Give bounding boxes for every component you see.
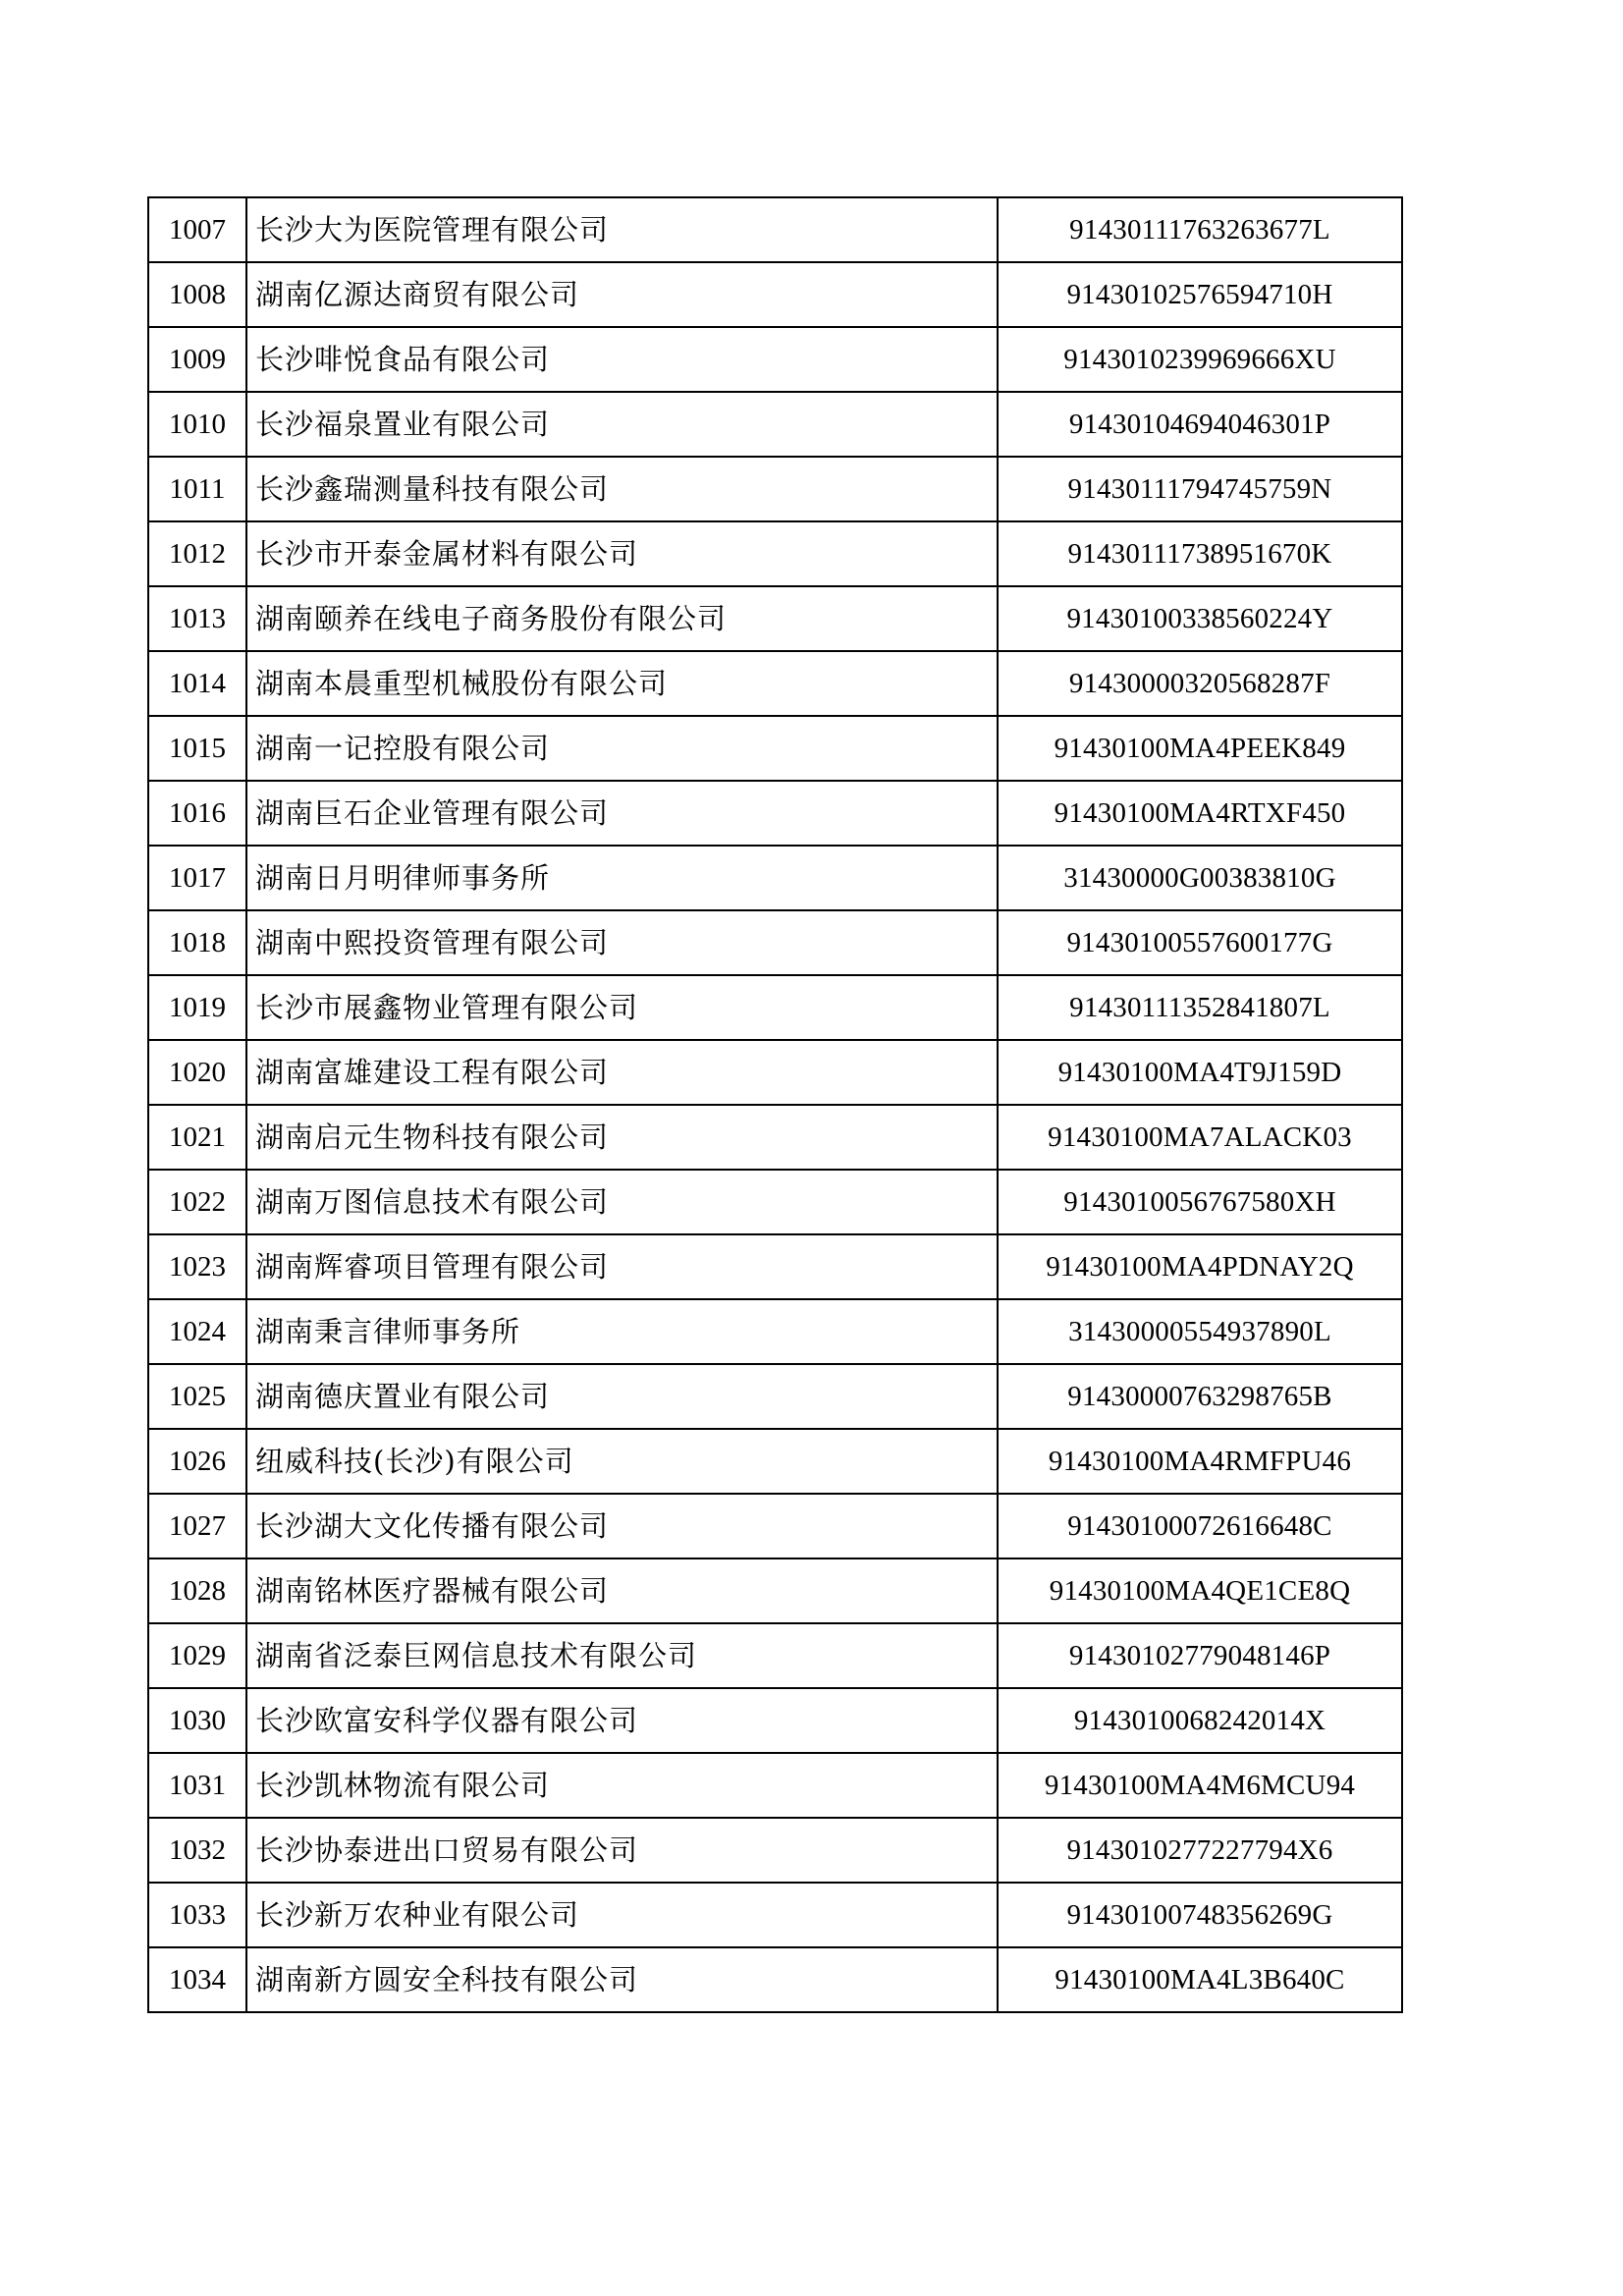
table-row [148, 846, 1402, 910]
row-number-cell: 1022 [148, 1170, 246, 1234]
credit-code-cell: 91430100MA7ALACK03 [998, 1105, 1402, 1170]
row-number-cell: 1027 [148, 1494, 246, 1558]
table-row [148, 651, 1402, 716]
row-number-cell: 1007 [148, 197, 246, 262]
credit-code-cell: 91430102576594710H [998, 262, 1402, 327]
row-number-cell: 1021 [148, 1105, 246, 1170]
row-number-cell: 1034 [148, 1947, 246, 2012]
table-row [148, 1753, 1402, 1818]
row-number-cell: 1030 [148, 1688, 246, 1753]
credit-code-cell: 91430100557600177G [998, 910, 1402, 975]
row-number-cell: 1032 [148, 1818, 246, 1883]
company-name-cell: 长沙欧富安科学仪器有限公司 [246, 1688, 998, 1753]
table-row [148, 1494, 1402, 1558]
credit-code-cell: 31430000G00383810G [998, 846, 1402, 910]
credit-code-cell: 91430111763263677L [998, 197, 1402, 262]
credit-code-cell: 91430111352841807L [998, 975, 1402, 1040]
company-name-cell: 湖南铭林医疗器械有限公司 [246, 1558, 998, 1623]
company-name-cell: 湖南亿源达商贸有限公司 [246, 262, 998, 327]
table-row [148, 392, 1402, 457]
table-row [148, 781, 1402, 846]
table-row [148, 1429, 1402, 1494]
row-number-cell: 1031 [148, 1753, 246, 1818]
row-number-cell: 1023 [148, 1234, 246, 1299]
credit-code-cell: 9143010277227794X6 [998, 1818, 1402, 1883]
row-number-cell: 1008 [148, 262, 246, 327]
table-row [148, 1364, 1402, 1429]
credit-code-cell: 91430111794745759N [998, 457, 1402, 521]
row-number-cell: 1009 [148, 327, 246, 392]
table-row [148, 327, 1402, 392]
company-name-cell: 湖南辉睿项目管理有限公司 [246, 1234, 998, 1299]
credit-code-cell: 91430100MA4M6MCU94 [998, 1753, 1402, 1818]
company-name-cell: 长沙市开泰金属材料有限公司 [246, 521, 998, 586]
company-name-cell: 湖南日月明律师事务所 [246, 846, 998, 910]
credit-code-cell: 91430000763298765B [998, 1364, 1402, 1429]
row-number-cell: 1028 [148, 1558, 246, 1623]
company-name-cell: 长沙大为医院管理有限公司 [246, 197, 998, 262]
company-registry-table [147, 196, 1403, 2013]
row-number-cell: 1017 [148, 846, 246, 910]
credit-code-cell: 91430100MA4L3B640C [998, 1947, 1402, 2012]
company-name-cell: 湖南巨石企业管理有限公司 [246, 781, 998, 846]
company-name-cell: 湖南颐养在线电子商务股份有限公司 [246, 586, 998, 651]
company-name-cell: 湖南启元生物科技有限公司 [246, 1105, 998, 1170]
company-name-cell: 湖南中熙投资管理有限公司 [246, 910, 998, 975]
table-row [148, 975, 1402, 1040]
credit-code-cell: 91430100MA4PDNAY2Q [998, 1234, 1402, 1299]
company-name-cell: 纽威科技(长沙)有限公司 [246, 1429, 998, 1494]
row-number-cell: 1029 [148, 1623, 246, 1688]
row-number-cell: 1015 [148, 716, 246, 781]
company-name-cell: 长沙福泉置业有限公司 [246, 392, 998, 457]
credit-code-cell: 91430100MA4PEEK849 [998, 716, 1402, 781]
row-number-cell: 1014 [148, 651, 246, 716]
row-number-cell: 1026 [148, 1429, 246, 1494]
row-number-cell: 1019 [148, 975, 246, 1040]
table-row [148, 716, 1402, 781]
company-name-cell: 湖南一记控股有限公司 [246, 716, 998, 781]
row-number-cell: 1013 [148, 586, 246, 651]
row-number-cell: 1020 [148, 1040, 246, 1105]
registry-table-body [148, 197, 1402, 2012]
credit-code-cell: 91430100MA4RTXF450 [998, 781, 1402, 846]
table-row [148, 197, 1402, 262]
row-number-cell: 1025 [148, 1364, 246, 1429]
table-row [148, 521, 1402, 586]
row-number-cell: 1011 [148, 457, 246, 521]
table-row [148, 1299, 1402, 1364]
table-row [148, 1105, 1402, 1170]
credit-code-cell: 91430000320568287F [998, 651, 1402, 716]
table-row [148, 1234, 1402, 1299]
table-row [148, 1623, 1402, 1688]
company-name-cell: 湖南富雄建设工程有限公司 [246, 1040, 998, 1105]
table-row [148, 1170, 1402, 1234]
row-number-cell: 1024 [148, 1299, 246, 1364]
credit-code-cell: 31430000554937890L [998, 1299, 1402, 1364]
table-row [148, 1947, 1402, 2012]
credit-code-cell: 91430100MA4RMFPU46 [998, 1429, 1402, 1494]
table-row [148, 1040, 1402, 1105]
row-number-cell: 1010 [148, 392, 246, 457]
row-number-cell: 1016 [148, 781, 246, 846]
company-name-cell: 湖南省泛泰巨网信息技术有限公司 [246, 1623, 998, 1688]
table-row [148, 457, 1402, 521]
company-name-cell: 长沙啡悦食品有限公司 [246, 327, 998, 392]
credit-code-cell: 91430100338560224Y [998, 586, 1402, 651]
credit-code-cell: 91430100MA4QE1CE8Q [998, 1558, 1402, 1623]
company-name-cell: 长沙市展鑫物业管理有限公司 [246, 975, 998, 1040]
company-name-cell: 湖南本晨重型机械股份有限公司 [246, 651, 998, 716]
credit-code-cell: 91430100748356269G [998, 1883, 1402, 1947]
credit-code-cell: 9143010056767580XH [998, 1170, 1402, 1234]
company-name-cell: 长沙协泰进出口贸易有限公司 [246, 1818, 998, 1883]
table-row [148, 1688, 1402, 1753]
table-row [148, 1818, 1402, 1883]
table-row [148, 262, 1402, 327]
credit-code-cell: 91430104694046301P [998, 392, 1402, 457]
company-name-cell: 湖南万图信息技术有限公司 [246, 1170, 998, 1234]
company-name-cell: 湖南秉言律师事务所 [246, 1299, 998, 1364]
table-row [148, 1558, 1402, 1623]
row-number-cell: 1033 [148, 1883, 246, 1947]
credit-code-cell: 9143010239969666XU [998, 327, 1402, 392]
credit-code-cell: 91430111738951670K [998, 521, 1402, 586]
company-name-cell: 长沙鑫瑞测量科技有限公司 [246, 457, 998, 521]
company-name-cell: 长沙新万农种业有限公司 [246, 1883, 998, 1947]
table-row [148, 586, 1402, 651]
company-name-cell: 长沙湖大文化传播有限公司 [246, 1494, 998, 1558]
credit-code-cell: 91430100MA4T9J159D [998, 1040, 1402, 1105]
table-row [148, 1883, 1402, 1947]
credit-code-cell: 91430100072616648C [998, 1494, 1402, 1558]
row-number-cell: 1012 [148, 521, 246, 586]
credit-code-cell: 91430102779048146P [998, 1623, 1402, 1688]
company-name-cell: 湖南德庆置业有限公司 [246, 1364, 998, 1429]
company-name-cell: 湖南新方圆安全科技有限公司 [246, 1947, 998, 2012]
table-row [148, 910, 1402, 975]
row-number-cell: 1018 [148, 910, 246, 975]
credit-code-cell: 9143010068242014X [998, 1688, 1402, 1753]
company-name-cell: 长沙凯林物流有限公司 [246, 1753, 998, 1818]
